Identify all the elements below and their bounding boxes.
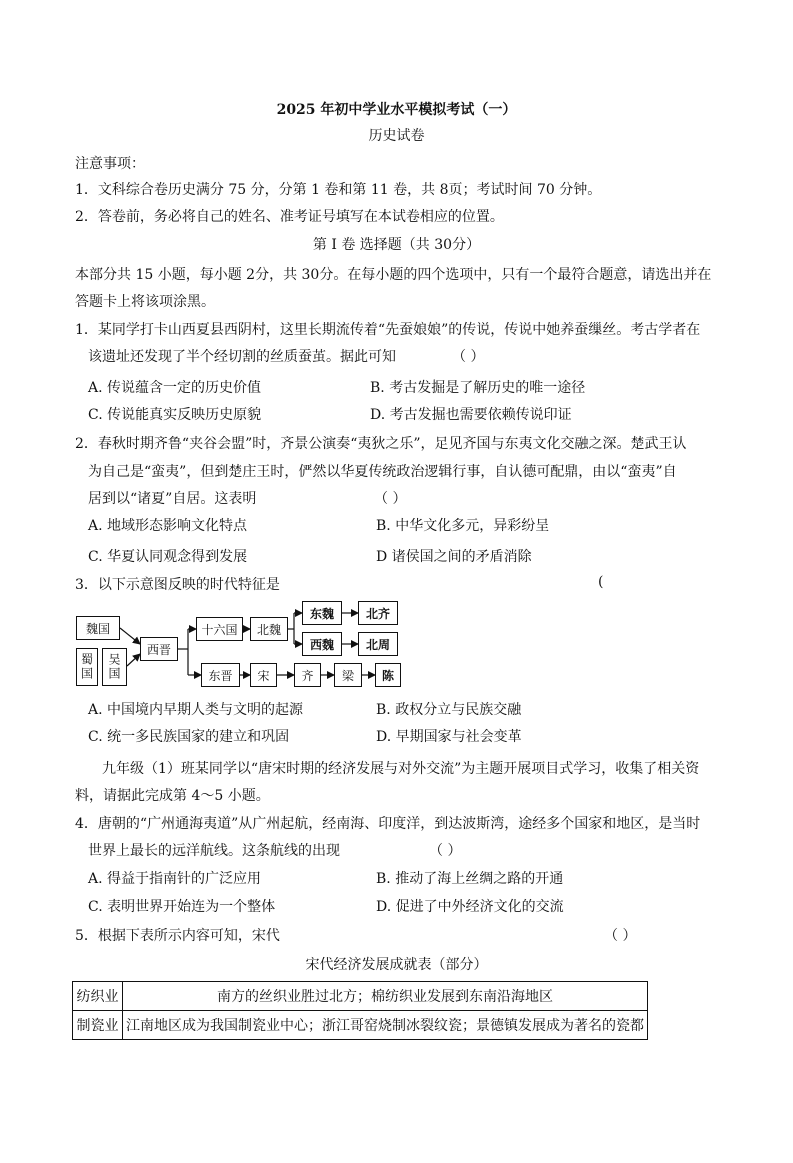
q4-option-b: B. 推动了海上丝绸之路的开通 xyxy=(376,871,564,887)
q2-stem-line1: 2．春秋时期齐鲁“夹谷会盟”时，齐景公演奏“夷狄之乐”，足见齐国与东夷文化交融之深。楚武王认 xyxy=(75,436,687,452)
q2-stem-line3: 居到以“诸夏”自居。这表明 xyxy=(88,491,257,507)
table-cell-label: 纺织业 xyxy=(73,982,123,1011)
exam-title: 2025 年初中学业水平模拟考试（一） xyxy=(276,102,517,118)
table-row xyxy=(73,982,648,1011)
box-liang: 梁 xyxy=(334,663,362,687)
q1-stem-line1: 1．某同学打卡山西夏县西阴村，这里长期流传着“先蚕娘娘”的传说，传说中她养蚕缫丝。考古学者在 xyxy=(75,322,701,338)
q3-stem: 3．以下示意图反映的时代特征是 xyxy=(75,577,280,593)
q5-stem: 5．根据下表所示内容可知，宋代 xyxy=(75,928,280,944)
q4-bracket: （ ） xyxy=(429,843,462,859)
box-wu: 吴国 xyxy=(102,648,127,686)
box-beizhou: 北周 xyxy=(358,632,398,656)
q5-table-title: 宋代经济发展成就表（部分） xyxy=(305,957,488,973)
q4-option-a: A. 得益于指南针的广泛应用 xyxy=(88,871,262,887)
stem45-line2: 料，请据此完成第 4～5 小题。 xyxy=(75,788,270,804)
section-intro-line1: 本部分共 15 小题，每小题 2分，共 30分。在每小题的四个选项中，只有一个最符合题意，请选出并在 xyxy=(75,267,712,283)
q1-bracket: （ ） xyxy=(452,349,485,365)
q5-bracket: （ ） xyxy=(604,928,637,944)
section-title: 第 I 卷 选择题（共 30分） xyxy=(312,237,481,253)
q3-option-a: A. 中国境内早期人类与文明的起源 xyxy=(88,702,304,718)
box-song: 宋 xyxy=(250,663,277,687)
box-beiqi: 北齐 xyxy=(358,601,398,625)
table-row xyxy=(73,1011,648,1040)
box-xijin: 西晋 xyxy=(140,637,178,661)
notice-item-1: 1．文科综合卷历史满分 75 分，分第 1 卷和第 11 卷，共 8页；考试时间 70 分钟。 xyxy=(75,182,602,198)
q1-option-c: C. 传说能真实反映历史原貌 xyxy=(88,407,262,423)
notice-item-2: 2．答卷前，务必将自己的姓名、准考证号填写在本试卷相应的位置。 xyxy=(75,209,504,225)
stem45-line1: 九年级（1）班某同学以“唐宋时期的经济发展与对外交流”为主题开展项目式学习，收集了相关资 xyxy=(102,761,700,777)
q1-option-d: D. 考古发掘也需要依赖传说印证 xyxy=(370,407,572,423)
q5-table xyxy=(72,981,648,1040)
table-cell-label: 制瓷业 xyxy=(73,1011,123,1040)
notice-heading: 注意事项： xyxy=(75,156,145,172)
q4-option-d: D. 促进了中外经济文化的交流 xyxy=(376,899,564,915)
q4-option-c: C. 表明世界开始连为一个整体 xyxy=(88,899,276,915)
q2-option-d: D 诸侯国之间的矛盾消除 xyxy=(376,549,532,565)
box-shiliuguo: 十六国 xyxy=(196,617,243,641)
q2-bracket: （ ） xyxy=(374,491,407,507)
box-qi: 齐 xyxy=(294,663,321,687)
q2-stem-line2: 为自己是“蛮夷”，但到楚庄王时，俨然以华夏传统政治逻辑行事，自认德可配鼎，由以“蛮夷”自 xyxy=(88,464,677,480)
q1-stem-line2: 该遗址还发现了半个经切割的丝质蚕茧。据此可知 xyxy=(88,349,396,365)
table-cell-content: 江南地区成为我国制瓷业中心；浙江哥窑烧制冰裂纹瓷；景德镇发展成为著名的瓷都 xyxy=(123,1011,648,1040)
q2-option-c: C. 华夏认同观念得到发展 xyxy=(88,549,248,565)
section-intro-line2: 答题卡上将该项涂黑。 xyxy=(75,294,215,310)
box-shu: 蜀国 xyxy=(76,648,98,686)
q1-option-b: B. 考古发掘是了解历史的唯一途径 xyxy=(370,380,586,396)
q3-option-d: D. 早期国家与社会变革 xyxy=(376,729,522,745)
q2-option-b: B. 中华文化多元，异彩纷呈 xyxy=(376,518,550,534)
box-dongwei: 东魏 xyxy=(302,601,342,625)
q2-option-a: A. 地域形态影响文化特点 xyxy=(88,518,248,534)
box-dongjin: 东晋 xyxy=(201,663,240,687)
exam-subtitle: 历史试卷 xyxy=(368,128,425,144)
table-cell-content: 南方的丝织业胜过北方；棉纺织业发展到东南沿海地区 xyxy=(123,982,648,1011)
q3-option-c: C. 统一多民族国家的建立和巩固 xyxy=(88,729,290,745)
q4-stem-line1: 4．唐朝的“广州通海夷道”从广州起航，经南海、印度洋，到达波斯湾，途经多个国家和地区，是当时 xyxy=(75,816,701,832)
q1-option-a: A. 传说蕴含一定的历史价值 xyxy=(88,380,262,396)
q3-option-b: B. 政权分立与民族交融 xyxy=(376,702,522,718)
q4-stem-line2: 世界上最长的远洋航线。这条航线的出现 xyxy=(88,843,340,859)
box-wei: 魏国 xyxy=(76,616,120,640)
box-beiwei: 北魏 xyxy=(250,617,288,641)
q3-bracket: ( xyxy=(598,574,604,590)
box-xiwei: 西魏 xyxy=(302,632,342,656)
box-chen: 陈 xyxy=(375,663,401,687)
